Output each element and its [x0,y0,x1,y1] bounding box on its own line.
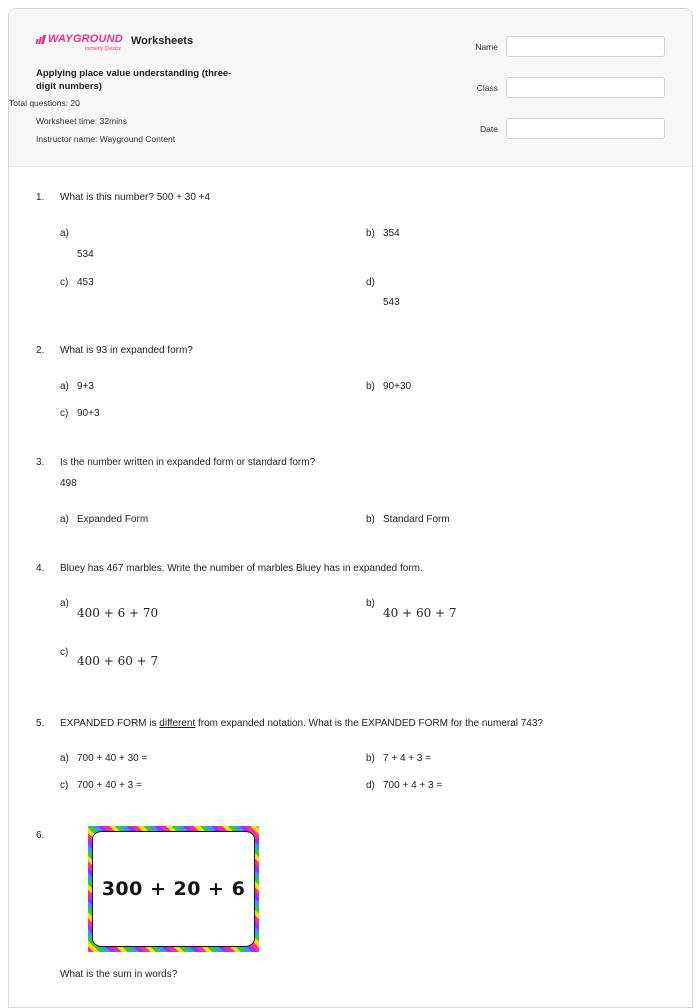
name-label: Name [475,41,498,52]
option-c-label: c) [60,647,69,658]
question-number: 5. [36,718,45,729]
option-b: b) Standard Form [366,514,450,525]
name-field-row [449,36,665,57]
underlined-word: different [159,718,196,729]
option-a-text: 534 [77,249,94,260]
total-questions: Total questions: 20 [9,98,80,108]
wayground-logo [36,33,123,52]
option-d: d) [366,277,375,288]
question-text: What is the sum in words? [60,969,178,980]
question-number: 6. [36,830,45,841]
option-c: c) 453 [60,277,94,288]
option-b-math: 40 + 60 + 7 [383,606,457,620]
question-image [88,826,259,952]
option-a-label: a) [60,598,69,609]
brand [36,33,193,52]
question-text: Bluey has 467 marbles. Write the number of marbles Bluey has in expanded form. [60,563,423,574]
class-field-row [449,77,665,98]
date-field-row [449,118,665,139]
question-text: What is this number? 500 + 30 +4 [60,192,211,203]
name-input[interactable] [506,36,665,57]
question-number: 2. [36,345,45,356]
date-label: Date [480,123,498,134]
option-a: a) 9+3 [60,381,94,392]
option-b: b) 90+30 [366,381,412,392]
worksheet-title: Applying place value understanding (three-digit numbers) [36,68,232,92]
worksheet-page [8,8,693,1008]
class-input[interactable] [506,77,665,98]
option-b: b) 354 [366,228,400,239]
worksheet-header [9,9,692,167]
question-text: Is the number written in expanded form or standard form? [60,457,316,468]
image-text: 300 + 20 + 6 [101,878,246,900]
option-a: a) 700 + 40 + 30 = [60,753,148,764]
question-text: What is 93 in expanded form? [60,345,193,356]
question-number: 4. [36,563,45,574]
product-name: Worksheets [130,35,194,47]
question-number: 3. [36,457,45,468]
option-d: d) 700 + 4 + 3 = [366,780,443,791]
instructor-name: Instructor name: Wayground Content [36,134,176,144]
option-b-label: b) [366,598,375,609]
option-c: c) 700 + 40 + 3 = [60,780,142,791]
date-input[interactable] [506,118,665,139]
option-a: a) [60,228,69,239]
logo-mark-icon [36,35,46,44]
logo-subtitle: formerly Quizizz [85,46,121,52]
logo-brand: WAYGROUND [48,33,123,45]
option-a: a) Expanded Form [60,514,149,525]
question-subtext: 498 [60,478,77,489]
option-b: b) 7 + 4 + 3 = [366,753,432,764]
worksheet-time: Worksheet time: 32mins [36,116,128,126]
option-d-text: 543 [383,297,400,308]
image-card [92,831,255,947]
option-a-math: 400 + 6 + 70 [77,606,159,620]
question-text: EXPANDED FORM is different from expanded notation. What is the EXPANDED FORM for the numeral 743? [60,718,543,729]
option-c-math: 400 + 60 + 7 [77,654,159,668]
option-c: c) 90+3 [60,408,100,419]
class-label: Class [476,82,498,93]
question-number: 1. [36,192,45,203]
